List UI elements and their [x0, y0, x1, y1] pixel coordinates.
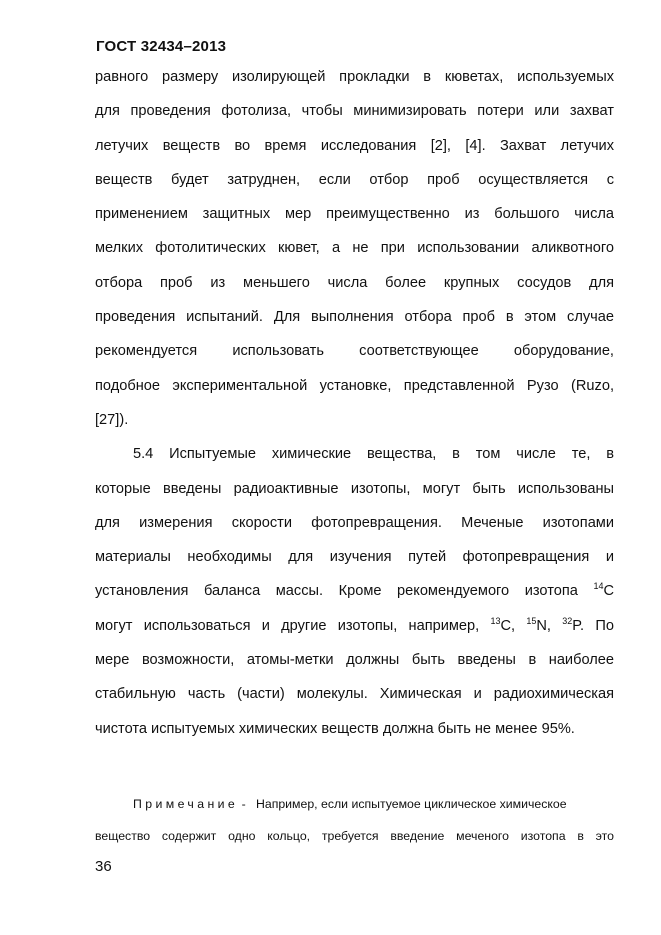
isotope-symbol: C	[603, 583, 614, 600]
isotope-mass: 13	[490, 615, 501, 626]
note-dash: -	[241, 797, 246, 811]
text-line: для измерения скорости фотопревращения. Меченые изотопами	[95, 514, 614, 531]
isotope-p32	[562, 615, 585, 634]
text-line: проведения испытаний. Для выполнения отбора проб в этом случае	[95, 309, 614, 326]
isotope-symbol: C,	[500, 617, 516, 634]
note-line: вещество содержит одно кольцо, требуется введение меченого изотопа в это	[95, 829, 614, 843]
text-line: отбора проб из меньшего числа более крупных сосудов для	[95, 274, 614, 291]
text-line: стабильную часть (части) молекулы. Химическая и радиохимическая	[95, 686, 614, 703]
text-line: материалы необходимы для изучения путей фотопревращения и	[95, 549, 614, 566]
isotope-symbol: N,	[536, 617, 551, 634]
text-line-isotope	[95, 574, 614, 608]
text-line: [27]).	[95, 411, 129, 428]
note-block	[95, 788, 614, 852]
text-line: подобное экспериментальной установке, представленной Рузо (Ruzo,	[95, 377, 614, 394]
isotope-mass: 14	[593, 581, 604, 592]
isotope-mass: 15	[526, 615, 537, 626]
note-text: Например, если испытуемое циклическое химическое	[255, 797, 567, 811]
text-line: летучих веществ во время исследования [2], [4]. Захват летучих	[95, 137, 614, 154]
text-line-isotopes	[95, 609, 614, 643]
text-line: применением защитных мер преимущественно из большого числа	[95, 206, 614, 223]
section-5-4-line: 5.4 Испытуемые химические вещества, в том числе те, в	[133, 446, 614, 463]
text-line: рекомендуется использовать соответствующее оборудование,	[95, 343, 614, 360]
text-line: чистота испытуемых химических веществ должна быть не менее 95%.	[95, 720, 575, 737]
isotope-symbol: P.	[572, 617, 585, 634]
text-line: веществ будет затруднен, если отбор проб осуществляется с	[95, 171, 614, 188]
isotope-n15	[526, 615, 551, 634]
note-line	[95, 788, 614, 820]
text-fragment: установления баланса массы. Кроме рекомендуемого изотопа	[95, 583, 578, 600]
isotope-c13	[490, 615, 516, 634]
text-fragment: могут использоваться и другие изотопы, например,	[95, 617, 480, 634]
text-line: равного размеру изолирующей прокладки в кюветах, используемых	[95, 69, 614, 85]
text-line: мере возможности, атомы-метки должны быть введены в наиболее	[95, 652, 614, 669]
isotope-mass: 32	[562, 615, 573, 626]
text-line: которые введены радиоактивные изотопы, могут быть использованы	[95, 480, 614, 497]
note-label: Примечание	[133, 797, 239, 811]
text-line: для проведения фотолиза, чтобы минимизировать потери или захват	[95, 103, 614, 120]
isotope-c14	[593, 583, 614, 599]
document-header: ГОСТ 32434–2013	[96, 38, 227, 55]
text-line: мелких фотолитических кювет, а не при использовании аликвотного	[95, 240, 614, 257]
body-text	[95, 60, 614, 746]
text-fragment: По	[595, 617, 614, 634]
page-number: 36	[95, 858, 112, 875]
